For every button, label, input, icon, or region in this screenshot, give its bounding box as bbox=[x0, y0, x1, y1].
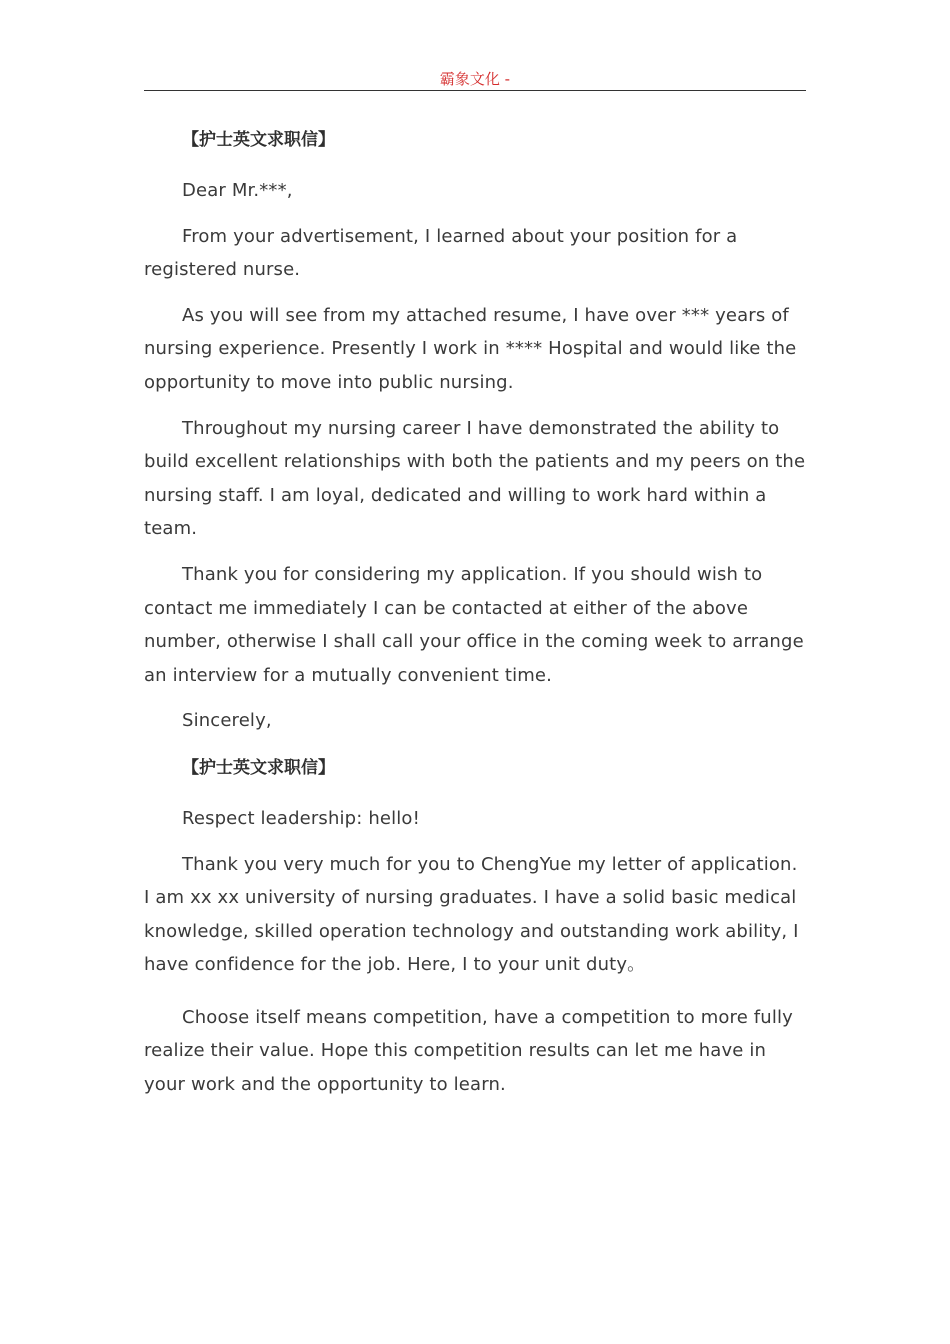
letter-1-closing: Sincerely, bbox=[182, 710, 272, 732]
letter-1-paragraph: From your advertisement, I learned about your position for a registered nurse. bbox=[144, 225, 738, 281]
letter-1-paragraph: As you will see from my attached resume, I have over *** years of nursing experience. Presently I work in **** Hospital and would like the opportunity to move into public nursing. bbox=[144, 304, 797, 393]
letter-2 bbox=[144, 750, 806, 1102]
letter-1-heading: 【护士英文求职信】 bbox=[182, 130, 335, 150]
letter-1-paragraph: Throughout my nursing career I have demonstrated the ability to build excellent relationships with both the patients and my peers on the nursing staff. I am loyal, dedicated and willing to work hard within a team. bbox=[144, 417, 806, 540]
letter-1 bbox=[144, 122, 806, 738]
letter-2-heading: 【护士英文求职信】 bbox=[182, 757, 335, 778]
letter-2-paragraph: Thank you very much for you to ChengYue my letter of application. I am xx xx university of nursing graduates. I have a solid basic medical knowledge, skilled operation technology and outstanding work ability, I have confidence for the job. Here, I to your unit duty。 bbox=[144, 853, 799, 976]
letter-1-paragraph: Thank you for considering my application. If you should wish to contact me immediately I can be contacted at either of the above number, otherwise I shall call your office in the coming week to arrange an interview for a mutually convenient time. bbox=[144, 563, 804, 686]
page-header-title: 霸象文化 - bbox=[439, 70, 511, 88]
document-body bbox=[144, 122, 806, 1102]
letter-1-salutation: Dear Mr.***, bbox=[182, 180, 293, 201]
letter-2-paragraph: Choose itself means competition, have a competition to more fully realize their value. Hope this competition results can let me have in your work and the opportunity to learn. bbox=[144, 1006, 793, 1096]
letter-2-salutation: Respect leadership: hello! bbox=[182, 807, 420, 829]
header-divider bbox=[144, 90, 806, 91]
